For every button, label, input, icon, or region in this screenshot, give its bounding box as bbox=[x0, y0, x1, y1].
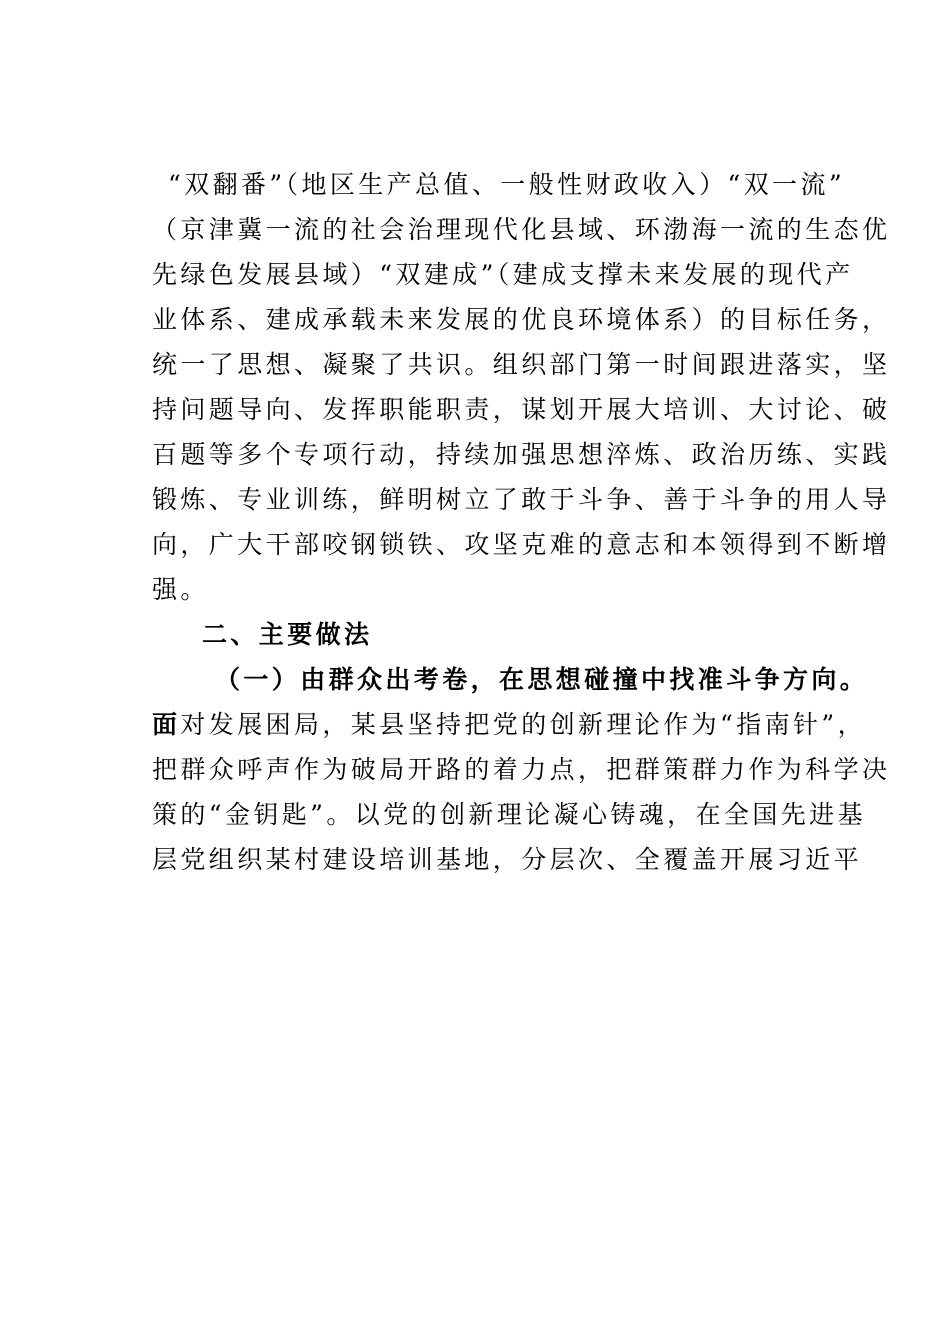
paragraph-line: 把群众呼声作为破局开路的着力点，把群策群力作为科学决 bbox=[152, 755, 891, 784]
subsection-heading: （一）由群众出考卷，在思想碰撞中找准斗争方向。 bbox=[215, 665, 869, 694]
section-heading: 二、主要做法 bbox=[202, 620, 373, 649]
paragraph-line: （京津冀一流的社会治理现代化县域、环渤海一流的生态优 bbox=[152, 215, 891, 244]
paragraph-line-rest: 对发展困局，某县坚持把党的创新理论作为“指南针”， bbox=[180, 710, 866, 739]
paragraph-line: 锻炼、专业训练，鲜明树立了敢于斗争、善于斗争的用人导 bbox=[152, 485, 891, 514]
paragraph-line: 先绿色发展县域）“双建成”（建成支撑未来发展的现代产 bbox=[152, 260, 854, 289]
paragraph-line: 策的“金钥匙”。以党的创新理论凝心铸魂，在全国先进基 bbox=[152, 800, 866, 829]
paragraph-first-char: 面 bbox=[152, 710, 181, 739]
paragraph-line: 向，广大干部咬钢锁铁、攻坚克难的意志和本领得到不断增 bbox=[152, 530, 891, 559]
paragraph-line: 强。 bbox=[152, 575, 209, 604]
paragraph-line bbox=[152, 710, 866, 740]
paragraph-line: 业体系、建成承载未来发展的优良环境体系）的目标任务， bbox=[152, 305, 891, 334]
paragraph-line: “双翻番”（地区生产总值、一般性财政收入）“双一流” bbox=[168, 170, 846, 199]
paragraph-line: 持问题导向、发挥职能职责，谋划开展大培训、大讨论、破 bbox=[152, 395, 891, 424]
paragraph-line: 层党组织某村建设培训基地，分层次、全覆盖开展习近平 bbox=[152, 845, 863, 874]
paragraph-line: 百题等多个专项行动，持续加强思想淬炼、政治历练、实践 bbox=[152, 440, 891, 469]
paragraph-line: 统一了思想、凝聚了共识。组织部门第一时间跟进落实，坚 bbox=[152, 350, 891, 379]
